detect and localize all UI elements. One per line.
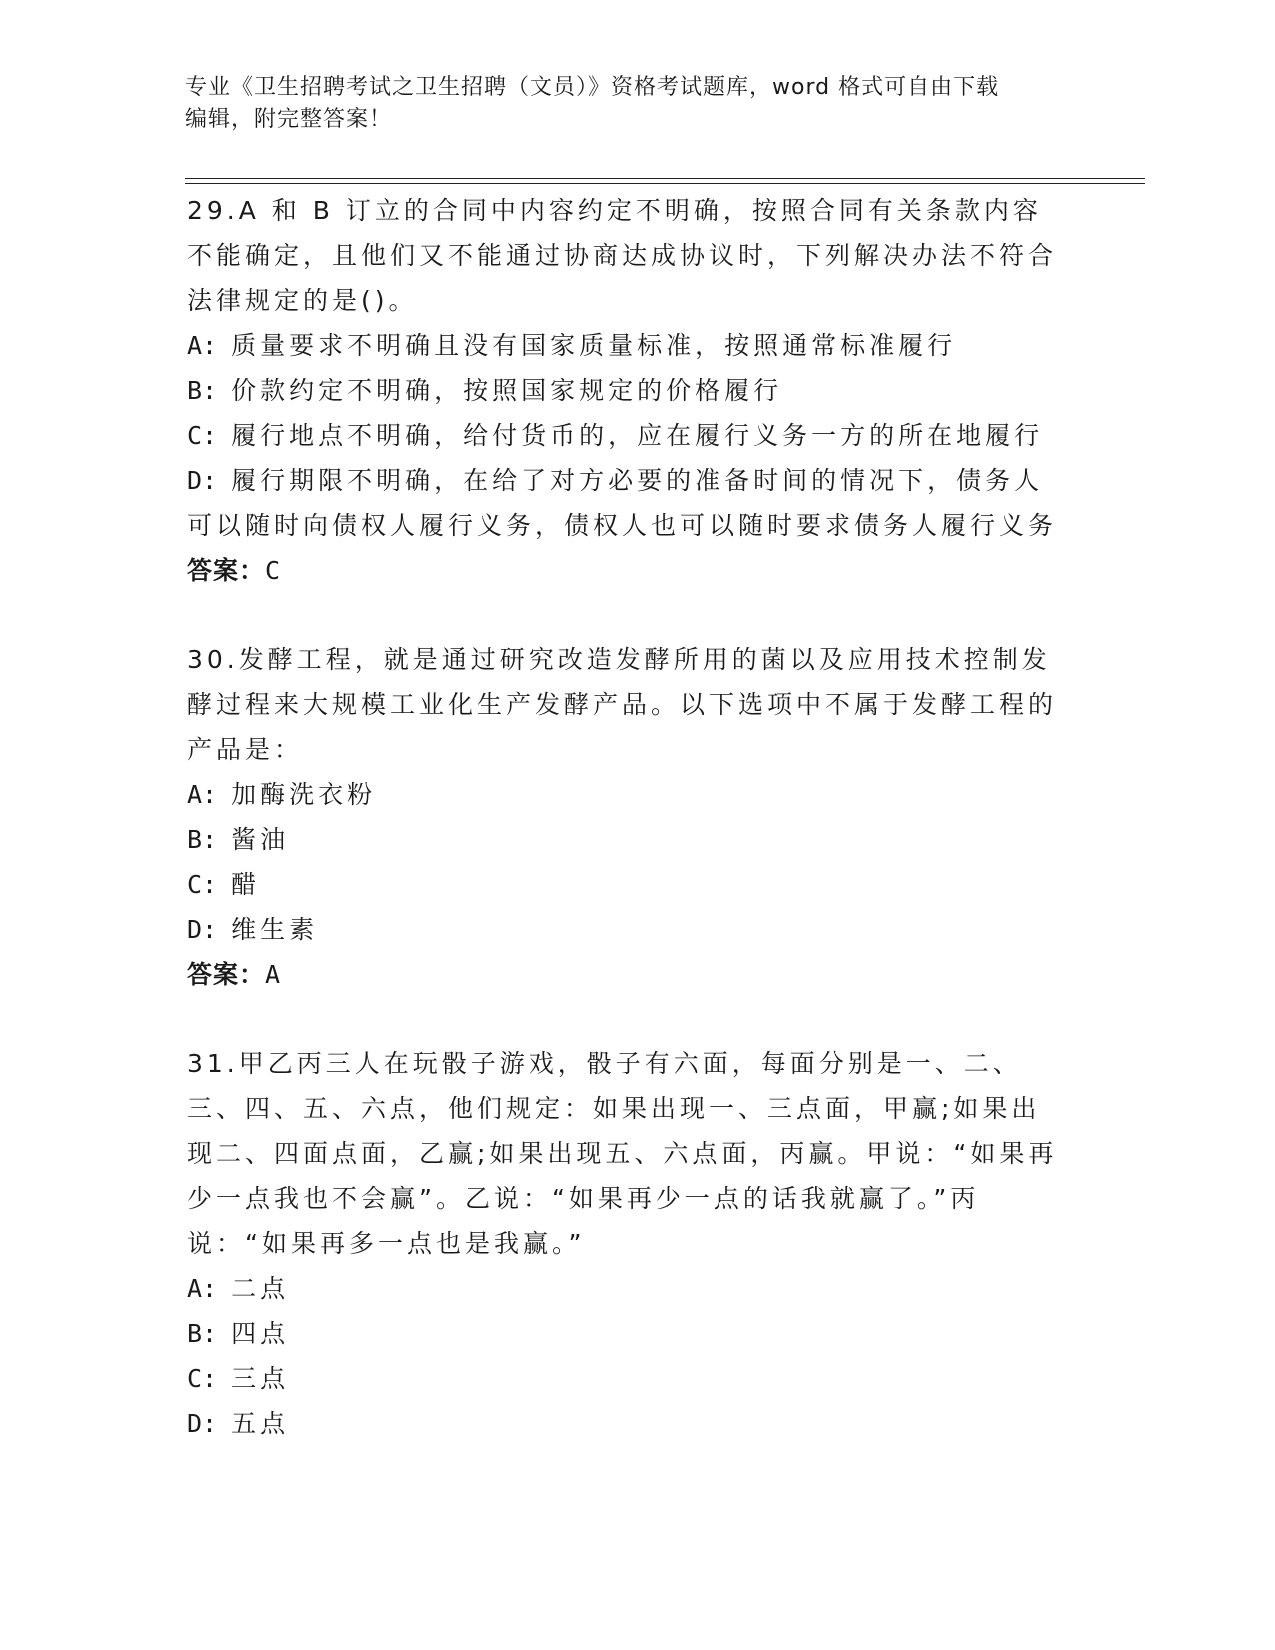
answer-label: 答案： <box>187 556 266 585</box>
option-c <box>187 413 1067 458</box>
question-30 <box>187 637 1067 997</box>
option-c <box>187 862 1067 907</box>
question-text: 29.A 和 B 订立的合同中内容约定不明确，按照合同有关条款内容不能确定，且他们又不能通过协商达成协议时，下列解决办法不符合法律规定的是()。 <box>187 196 1058 315</box>
option-text: 五点 <box>231 1409 290 1438</box>
option-text: 酱油 <box>231 825 290 854</box>
answer-value: A <box>265 960 282 989</box>
header-line-2: 编辑，附完整答案！ <box>185 107 393 132</box>
option-a <box>187 323 1067 368</box>
header-line-1: 专业《卫生招聘考试之卫生招聘（文员）》资格考试题库，word 格式可自由下载 <box>185 75 1000 100</box>
option-text: 加酶洗衣粉 <box>231 780 377 809</box>
option-b <box>187 1311 1067 1356</box>
answer-line <box>187 548 1067 593</box>
option-text: 二点 <box>231 1274 290 1303</box>
question-list <box>187 188 1067 1490</box>
option-d <box>187 907 1067 952</box>
option-letter: C: <box>187 1364 218 1393</box>
option-text: 履行地点不明确，给付货币的，应在履行义务一方的所在地履行 <box>231 421 1044 450</box>
option-a <box>187 772 1067 817</box>
document-header <box>185 72 1065 136</box>
question-29 <box>187 188 1067 593</box>
option-b <box>187 368 1067 413</box>
option-text: 价款约定不明确，按照国家规定的价格履行 <box>231 376 783 405</box>
option-text: 质量要求不明确且没有国家质量标准，按照通常标准履行 <box>231 331 957 360</box>
option-d <box>187 458 1067 548</box>
option-b <box>187 817 1067 862</box>
question-text: 31.甲乙丙三人在玩骰子游戏，骰子有六面，每面分别是一、二、三、四、五、六点，他们规定：如果出现一、三点面，甲赢;如果出现二、四面点面，乙赢;如果出现五、六点面，丙赢。甲说：“如果再少一点我也不会赢”。乙说：“如果再少一点的话我就赢了。”丙说：“如果再多一点也是我赢。” <box>187 1049 1058 1258</box>
option-letter: D: <box>187 1409 218 1438</box>
answer-line <box>187 952 1067 997</box>
option-text: 履行期限不明确，在给了对方必要的准备时间的情况下，债务人可以随时向债权人履行义务，债权人也可以随时要求债务人履行义务 <box>187 466 1058 540</box>
option-text: 醋 <box>231 870 261 899</box>
option-letter: A: <box>187 331 218 360</box>
option-letter: D: <box>187 915 218 944</box>
option-letter: D: <box>187 466 218 495</box>
option-letter: B: <box>187 1319 218 1348</box>
option-letter: C: <box>187 421 218 450</box>
option-text: 四点 <box>231 1319 290 1348</box>
option-a <box>187 1266 1067 1311</box>
option-letter: A: <box>187 1274 218 1303</box>
header-divider-bottom <box>185 183 1145 184</box>
option-c <box>187 1356 1067 1401</box>
option-d <box>187 1401 1067 1446</box>
option-letter: C: <box>187 870 218 899</box>
header-divider-top <box>185 178 1145 179</box>
question-text: 30.发酵工程，就是通过研究改造发酵所用的菌以及应用技术控制发酵过程来大规模工业化生产发酵产品。以下选项中不属于发酵工程的产品是： <box>187 645 1058 764</box>
option-letter: B: <box>187 825 218 854</box>
option-text: 三点 <box>231 1364 290 1393</box>
option-letter: A: <box>187 780 218 809</box>
answer-value: C <box>265 556 282 585</box>
question-31 <box>187 1041 1067 1446</box>
option-text: 维生素 <box>231 915 319 944</box>
option-letter: B: <box>187 376 218 405</box>
answer-label: 答案： <box>187 960 266 989</box>
